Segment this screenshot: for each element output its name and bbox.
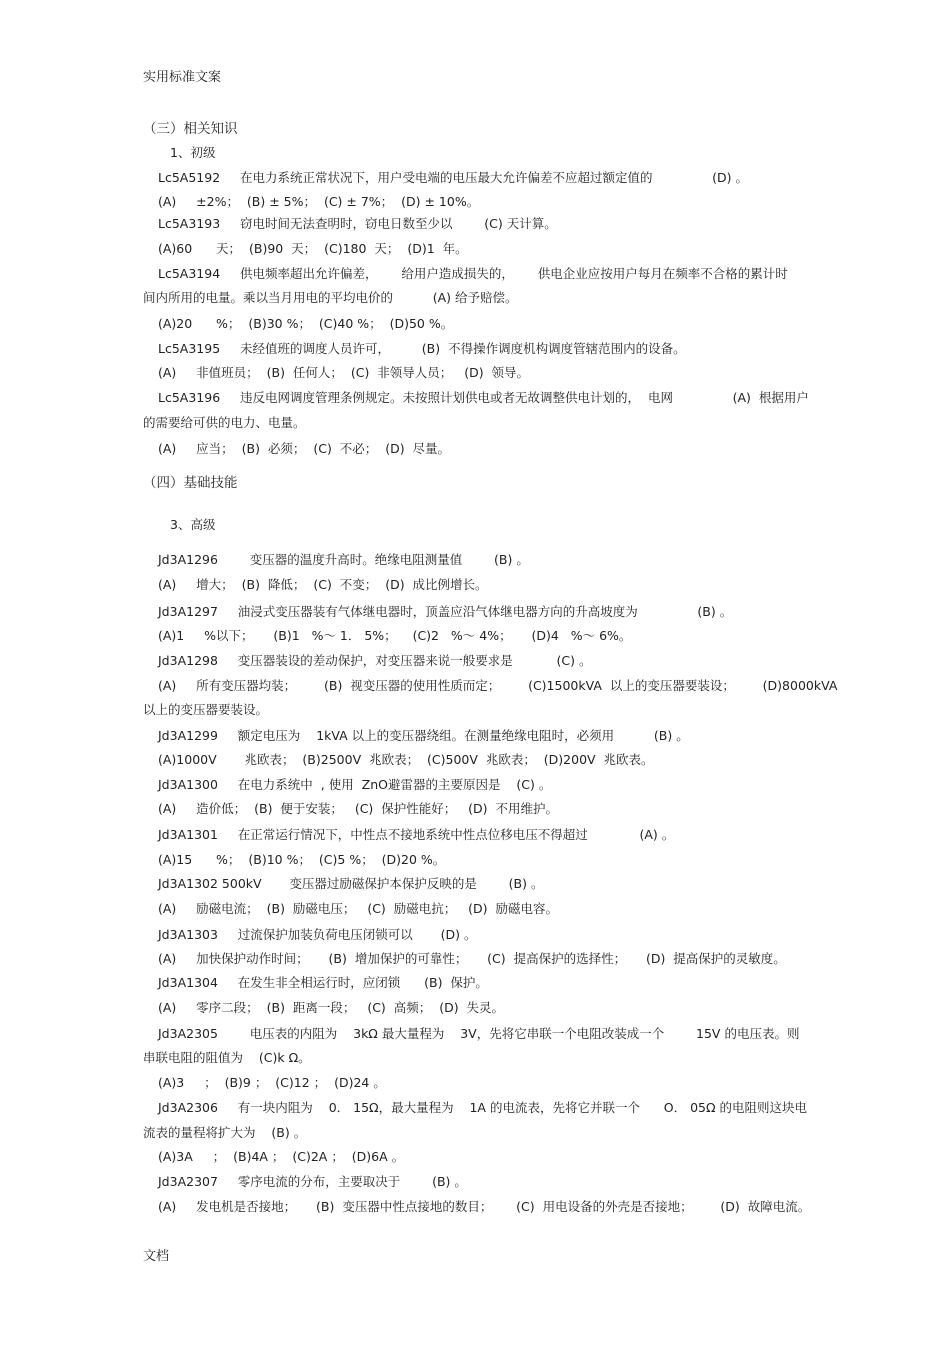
question-line: Lc5A3196 违反电网调度管理条例规定。未按照计划供电或者无故调整供电计划的， 电网 (A) 根据用户 [158, 390, 809, 405]
question-line: Jd3A1302 500kV 变压器过励磁保护本保护反映的是 (B) 。 [158, 876, 544, 891]
page-header: 实用标准文案 [143, 70, 222, 85]
question-line: Lc5A5192 在电力系统正常状况下，用户受电端的电压最大允许偏差不应超过额定值的 (D) 。 [158, 170, 748, 185]
question-line: Jd3A1304 在发生非全相运行时，应闭锁 (B) 保护。 [158, 975, 488, 990]
question-line: Jd3A2306 有一块内阻为 0． 15Ω，最大量程为 1A 的电流表，先将它并联一个 O． 05Ω 的电阻则这块电 [158, 1100, 808, 1115]
options-line: (A)1 %以下； (B)1 %～ 1． 5%； (C)2 %～ 4%； (D)4 %～ 6%。 [158, 628, 632, 643]
question-line: Lc5A3194 供电频率超出允许偏差， 给用户造成损失的， 供电企业应按用户每月在频率不合格的累计时 [158, 266, 788, 281]
question-line: Jd3A1301 在正常运行情况下，中性点不接地系统中性点位移电压不得超过 (A) 。 [158, 827, 675, 842]
question-line: Jd3A1296 变压器的温度升高时。绝缘电阻测量值 (B) 。 [158, 552, 529, 567]
options-line: (A) ±2%； (B) ± 5%； (C) ± 7%； (D) ± 10%。 [158, 194, 480, 209]
options-line: (A) 零序二段； (B) 距离一段； (C) 高频； (D) 失灵。 [158, 1000, 505, 1015]
options-line: (A)60 天； (B)90 天； (C)180 天； (D)1 年。 [158, 241, 468, 256]
options-line: (A)15 %； (B)10 %； (C)5 %； (D)20 %。 [158, 852, 446, 867]
options-line: (A)3A ； (B)4A ； (C)2A ； (D)6A 。 [158, 1149, 405, 1164]
options-line: (A)20 %； (B)30 %； (C)40 %； (D)50 %。 [158, 316, 454, 331]
options-line: (A) 所有变压器均装； (B) 视变压器的使用性质而定； (C)1500kVA 以上的变压器要装设； (D)8000kVA [158, 678, 838, 693]
options-line: (A) 加快保护动作时间； (B) 增加保护的可靠性； (C) 提高保护的选择性； (D) 提高保护的灵敏度。 [158, 951, 786, 966]
options-line: (A) 造价低； (B) 便于安装； (C) 保护性能好； (D) 不用维护。 [158, 801, 558, 816]
options-line: (A)3 ； (B)9 ； (C)12 ； (D)24 。 [158, 1075, 386, 1090]
question-line: Jd3A1298 变压器装设的差动保护，对变压器来说一般要求是 (C) 。 [158, 653, 592, 668]
section-heading: （三）相关知识 [143, 121, 238, 137]
page-footer: 文档 [143, 1249, 170, 1264]
question-line: Jd3A2307 零序电流的分布，主要取决于 (B) 。 [158, 1174, 467, 1189]
options-line: (A) 增大； (B) 降低； (C) 不变； (D) 成比例增长。 [158, 577, 488, 592]
question-line: Jd3A1297 油浸式变压器装有气体继电器时，顶盖应沿气体继电器方向的升高坡度为 (B) 。 [158, 604, 733, 619]
question-line: Lc5A3193 窃电时间无法查明时，窃电日数至少以 (C) 天计算。 [158, 216, 557, 231]
options-line: (A)1000V 兆欧表； (B)2500V 兆欧表； (C)500V 兆欧表； (D)200V 兆欧表。 [158, 752, 654, 767]
question-line: Jd3A1303 过流保护加装负荷电压闭锁可以 (D) 。 [158, 927, 477, 942]
options-line: (A) 发电机是否接地； (B) 变压器中性点接地的数目； (C) 用电设备的外壳是否接地； (D) 故障电流。 [158, 1199, 811, 1214]
question-continuation: 间内所用的电量。乘以当月用电的平均电价的 (A) 给予赔偿。 [143, 290, 518, 305]
question-line: Jd3A2305 电压表的内阻为 3kΩ 最大量程为 3V，先将它串联一个电阻改装成一个 15V 的电压表。则 [158, 1026, 800, 1041]
options-line: (A) 非值班员； (B) 任何人； (C) 非领导人员； (D) 领导。 [158, 365, 530, 380]
question-line: Lc5A3195 未经值班的调度人员许可， (B) 不得操作调度机构调度管辖范围内的设备。 [158, 341, 686, 356]
level-heading: 1、初级 [170, 145, 216, 160]
level-heading: 3、高级 [170, 517, 216, 532]
options-continuation: 以上的变压器要装设。 [143, 702, 269, 717]
question-line: Jd3A1299 额定电压为 1kVA 以上的变压器绕组。在测量绝缘电阻时，必须用 (B) 。 [158, 728, 689, 743]
section-heading: （四）基础技能 [143, 475, 238, 491]
question-continuation: 流表的量程将扩大为 (B) 。 [143, 1125, 307, 1140]
options-line: (A) 励磁电流； (B) 励磁电压； (C) 励磁电抗； (D) 励磁电容。 [158, 901, 558, 916]
question-continuation: 的需要给可供的电力、电量。 [143, 415, 306, 430]
question-continuation: 串联电阻的阻值为 (C)k Ω。 [143, 1050, 311, 1065]
question-line: Jd3A1300 在电力系统中 , 使用 ZnO避雷器的主要原因是 (C) 。 [158, 777, 552, 792]
options-line: (A) 应当； (B) 必须； (C) 不必； (D) 尽量。 [158, 441, 451, 456]
